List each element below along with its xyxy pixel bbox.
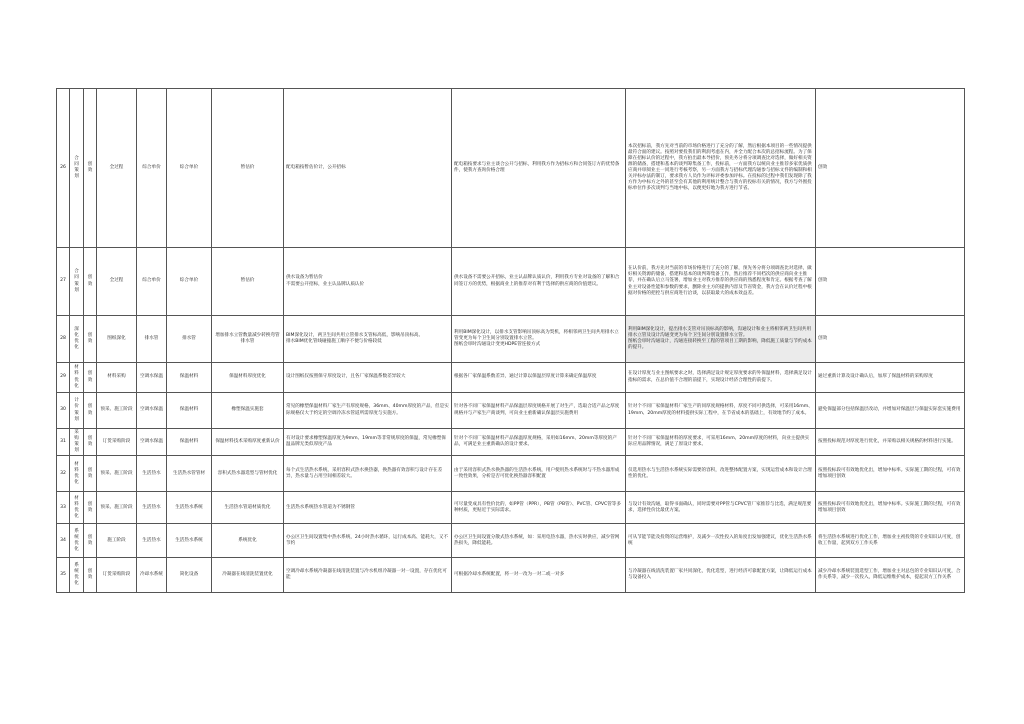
subitem-cell: 保温材料技术采购厚度重新认价 bbox=[212, 429, 284, 456]
level-cell: 创效 bbox=[84, 316, 97, 363]
row-number: 32 bbox=[57, 456, 70, 492]
subitem-cell: 橡塑保温实施套 bbox=[212, 393, 284, 429]
item-cell: 综合单价 bbox=[167, 89, 212, 248]
level-cell: 创效 bbox=[84, 524, 97, 558]
plan-cell: 利用BIM深化设计，提出排水支管对吊顶标高的影响，沟通设计和业主将相邻两卫生间共用排水立管及设计沟通变更为每个卫生间分别设置排水立管。 图纸会审时沟通设计，沟通连接转换至工程的管项目工期的影响，降低施工质量与节约成本的提升。 bbox=[626, 316, 816, 363]
subitem-cell: 冷凝器在线清洗装置优化 bbox=[212, 558, 284, 593]
row-number: 28 bbox=[57, 316, 70, 363]
table-row bbox=[57, 363, 965, 393]
basis-cell: 配电箱按要求与业主谈合公开与招标，利用我方作为招标方和合同签订方的优势条件，使我方查询价格合理 bbox=[452, 89, 626, 248]
basis-cell: 供水设备不需要公开招标，业主认品牌认质认价，利用我方专业对设备的了解和合同签订方的优势，根据商业上的推荐对有利于选择的供应商的价值建议。 bbox=[452, 248, 626, 316]
measure-cell: BIM深化设计，两卫生间共用立管排水支管标高低，影响吊顶标高。 排水BIM优化管线碰撞施工顺序不便与价格较低 bbox=[284, 316, 452, 363]
level-cell: 创效 bbox=[84, 558, 97, 593]
plan-cell: 针对个不同厂家保温材料的厚度要求，可采用16mm、20mm厚度的材料，向业主提供实际应用品牌情况，满足了原设计要求。 bbox=[626, 429, 816, 456]
basis-cell: 利用BIM深化设计，以排水支管影响吊顶标高为契机，将相邻两卫生间共用排水立管变更为每个卫生间分别设置排水立管。 图纸会审时沟通设计变更HDPE管连接方式 bbox=[452, 316, 626, 363]
remark-cell: 将生活热水系统进行优化工作，增加业主初投资的专业知识认可度，创收工作量，起到双方工作关系 bbox=[816, 524, 965, 558]
subitem-cell: 暂估价 bbox=[212, 89, 284, 248]
stage-cell: 施工阶段 bbox=[97, 524, 137, 558]
category-cell: 材料优化 bbox=[70, 456, 84, 492]
level-cell: 创效 bbox=[84, 89, 97, 248]
item-cell: 排水管 bbox=[167, 316, 212, 363]
unit-cell: 空调水保温 bbox=[137, 429, 167, 456]
basis-cell: 根据各厂家保温系数差异，通过计算以保温层厚度计算来确定保温厚度 bbox=[452, 363, 626, 393]
category-cell: 合同策划 bbox=[70, 89, 84, 248]
level-cell: 创效 bbox=[84, 248, 97, 316]
remark-cell: 创效 bbox=[816, 316, 965, 363]
subitem-cell: 生活热水管道材质优化 bbox=[212, 492, 284, 524]
category-cell: 深化优化 bbox=[70, 316, 84, 363]
measure-cell: 设计图纸仅按照保守厚度设计，且各厂家保温系数差异较大 bbox=[284, 363, 452, 393]
subitem-cell: 系统优化 bbox=[212, 524, 284, 558]
basis-cell: 针对个不同厂家保温材料产品保温厚度规格，采用如16mm、20mm等厚度的产品，可满足业主重新确认的设计要求。 bbox=[452, 429, 626, 456]
plan-cell: 仅选用热水与生活热水系统实际需要的容积，改进整体配置方案，实现运营成本和设计合理性的优化。 bbox=[626, 456, 816, 492]
basis-cell: 由于采用容积式热水换热器的生活热水系统，用户使用热水系统时与不热水器形成一致性效果，分析是否可优化换热器容积配置 bbox=[452, 456, 626, 492]
stage-cell: 预采、施工阶段 bbox=[97, 393, 137, 429]
stage-cell: 图纸深化 bbox=[97, 316, 137, 363]
category-cell: 系统优化 bbox=[70, 558, 84, 593]
row-number: 27 bbox=[57, 248, 70, 316]
category-cell: 计价策划 bbox=[70, 393, 84, 429]
stage-cell: 订货采购阶段 bbox=[97, 429, 137, 456]
subitem-cell: 暂估价 bbox=[212, 248, 284, 316]
subitem-cell: 容积式热水器选型与管材优化 bbox=[212, 456, 284, 492]
item-cell: 保温材料 bbox=[167, 393, 212, 429]
category-cell: 材料优化 bbox=[70, 363, 84, 393]
item-cell: 生活热水管管材 bbox=[167, 456, 212, 492]
plan-cell: 与设计有效沟通，取得书面确认，同时需要对PP管与CPVC管厂家推荐与比选，满足规范要求，选择性价比最优方案。 bbox=[626, 492, 816, 524]
unit-cell: 空调水保温 bbox=[137, 393, 167, 429]
subitem-cell: 增加排水立管数量减少转换弯管排水管 bbox=[212, 316, 284, 363]
plan-cell: 本次招标前，我方先对当前的市场价格进行了充分的了解，然后根据本项目的一些情况提供最符合面的建议。按照对要投我们的利润考虑在内，并全力配合本次的总招标流程。为了保障在招标认价的过程中，我方拍出最本导招价，预先务分将分项调查比对选择，做好相关资源的储备，搭建和基本的谈判筹集备工作，投标前，一方面我方以统向业主推荐多家优质供应商并审阅业主一同进行考核考察，另一方面我方与招标代理沟通参与招标文件的编制和相关评标办法的制订，要求我方人员作为评标评委参加评标。在投标的过程中我们发现除了我方作为中标方之外的甚至会有其他的利用统计整合与我方的投标有关的情况，我方与外围投标单位作多次谈判与当地中标，以便更好地为我方进行节省。 bbox=[626, 89, 816, 248]
row-number: 30 bbox=[57, 393, 70, 429]
item-cell: 保温材料 bbox=[167, 363, 212, 393]
row-number: 31 bbox=[57, 429, 70, 456]
plan-cell: 可从节能节能及投资的运营维护，及减少一次性投入的角度出发加强建议，优化生活热水系统 bbox=[626, 524, 816, 558]
stage-cell: 预采、施工阶段 bbox=[97, 456, 137, 492]
row-number: 34 bbox=[57, 524, 70, 558]
measure-cell: 供水设备为暂估价 不需要公开招标，业主认品牌认质认价 bbox=[284, 248, 452, 316]
item-cell: 保温材料 bbox=[167, 429, 212, 456]
item-cell: 生活热水系统 bbox=[167, 492, 212, 524]
measure-cell: 配电箱按暂估价计，公开招标 bbox=[284, 89, 452, 248]
remark-cell: 按照投标规范对厚度进行优化，并采购以相关规格的材料进行实施。 bbox=[816, 429, 965, 456]
measure-cell: 空调冷却水系统冷凝器在线清洗装置与冷水机组冷凝器一对一设置，存在优化可能 bbox=[284, 558, 452, 593]
plan-cell: 针对个不同厂家保温材料厂家生产的同厚度规格材料，厚度不同可供选择，可采用16mm、19mm、20mm厚度的材料提供实际工程中，在节省成本的基础上，有效地节约了成本。 bbox=[626, 393, 816, 429]
plan-cell: 在设计厚度与业主图纸要求之时，选择满足设计规定厚度要求的外保温材料，选择满足设计指标的需求，在总价值不合理的前提下，实现设计经济合理性的前提下。 bbox=[626, 363, 816, 393]
table-row bbox=[57, 524, 965, 558]
optimization-table bbox=[56, 88, 965, 593]
table-row bbox=[57, 429, 965, 456]
basis-cell: 可根据冷却水系统配置，将一对一改为一对二或一对多 bbox=[452, 558, 626, 593]
remark-cell: 减少冷却水系统装置选型工作，增加业主对总包的专业知识认可度，合作关系等，减少一次投入，降低运维维护成本，提起双方工作关系 bbox=[816, 558, 965, 593]
item-cell: 简化设备 bbox=[167, 558, 212, 593]
level-cell: 创效 bbox=[84, 492, 97, 524]
stage-cell: 全过程 bbox=[97, 248, 137, 316]
measure-cell: 生活热水系统热水管道为不锈钢管 bbox=[284, 492, 452, 524]
remark-cell: 创效 bbox=[816, 89, 965, 248]
unit-cell: 生活热水 bbox=[137, 492, 167, 524]
basis-cell: 可尽量变成具有性价比的，如PP管（PPR），PB管（PB管）、PVC管、CPVC管等多种材质，更贴近于实际需求。 bbox=[452, 492, 626, 524]
level-cell: 创效 bbox=[84, 456, 97, 492]
level-cell: 创效 bbox=[84, 363, 97, 393]
unit-cell: 综合单价 bbox=[137, 248, 167, 316]
table-row bbox=[57, 89, 965, 248]
category-cell: 材料优化 bbox=[70, 492, 84, 524]
table-row bbox=[57, 393, 965, 429]
table-body bbox=[57, 89, 965, 593]
category-cell: 合同策划 bbox=[70, 248, 84, 316]
remark-cell: 通过重新计算及设计确认后，加厚了保温材料的采购厚度 bbox=[816, 363, 965, 393]
unit-cell: 空调水保温 bbox=[137, 363, 167, 393]
table-row bbox=[57, 558, 965, 593]
measure-cell: 有对设计要求橡塑保温厚度为9mm、19mm等非常规厚度的保温，常见橡塑保温品牌无类似厚度产品 bbox=[284, 429, 452, 456]
row-number: 29 bbox=[57, 363, 70, 393]
basis-cell: 针对各不同厂家保温材料产品保温层厚度规格开展了对生产，选取合适产品之厚度规格并与产家生产商谈判，可向业主重新确认保温层实施费用 bbox=[452, 393, 626, 429]
category-cell: 系统优化 bbox=[70, 524, 84, 558]
measure-cell: 每个式生活热水系统，采用容积式热水换热器，换热器有效容积与设计存在差异，热水量与占用空间相差较大。 bbox=[284, 456, 452, 492]
stage-cell: 材料采购 bbox=[97, 363, 137, 393]
remark-cell: 按照投标段可有效地优化出，增加中标率。实际施工期的过程，可有效增加项目创效 bbox=[816, 456, 965, 492]
table-row bbox=[57, 248, 965, 316]
unit-cell: 生活热水 bbox=[137, 524, 167, 558]
stage-cell: 预采、施工阶段 bbox=[97, 492, 137, 524]
plan-cell: 与冷凝器在线清洗装置厂家共同深化，优化选型，进行经济可靠配置方案，让降低运行成本与设备投入 bbox=[626, 558, 816, 593]
item-cell: 综合单价 bbox=[167, 248, 212, 316]
remark-cell: 按照投标段可有效地优化出，增加中标率。实际施工期的过程，可有效增加项目创效 bbox=[816, 492, 965, 524]
table-row bbox=[57, 456, 965, 492]
table-row bbox=[57, 492, 965, 524]
row-number: 33 bbox=[57, 492, 70, 524]
remark-cell: 避免保温部分包括保温层改动，并增加对保温层与保温实际套实施费用 bbox=[816, 393, 965, 429]
remark-cell: 创效 bbox=[816, 248, 965, 316]
measure-cell: 办公区卫生间设置集中热水系统，24小时热水循环，运行成本高、能耗大，又不节约 bbox=[284, 524, 452, 558]
subitem-cell: 保温材料厚度优化 bbox=[212, 363, 284, 393]
level-cell: 创效 bbox=[84, 429, 97, 456]
item-cell: 生活热水系统 bbox=[167, 524, 212, 558]
unit-cell: 冷却水系统 bbox=[137, 558, 167, 593]
level-cell: 创效 bbox=[84, 393, 97, 429]
stage-cell: 订货采购阶段 bbox=[97, 558, 137, 593]
table-row bbox=[57, 316, 965, 363]
category-cell: 采购策划 bbox=[70, 429, 84, 456]
unit-cell: 排水管 bbox=[137, 316, 167, 363]
measure-cell: 常见的橡塑保温材料厂家生产有厚度规格，36mm、40mm厚度的产品，但是实际规格仅大于约定的空调冷冻水管道所需厚度与实施方。 bbox=[284, 393, 452, 429]
stage-cell: 全过程 bbox=[97, 89, 137, 248]
unit-cell: 生活热水 bbox=[137, 456, 167, 492]
row-number: 26 bbox=[57, 89, 70, 248]
plan-cell: 在认价前，我方先对当前的市场价格进行了充分的了解，预先务分将分项调查比对选择，做好相关资源的储备，搭建和基本的谈判筹集备工作，然后推荐不同档次的供应商向业主推荐，并在确认后立马签署，增加业主对我方推荐的供应商的熟悉程度和肯定。根据考查了解业主对设备性能和参数的要求，删除业主方的提供内容及节省资金，我方会在认价过程中根据对价格的把控与供应商进行洽谈，以获取最大的成本效益差。 bbox=[626, 248, 816, 316]
unit-cell: 综合单价 bbox=[137, 89, 167, 248]
row-number: 35 bbox=[57, 558, 70, 593]
basis-cell: 办公区卫生间设置分散式热水系统，如：采用电热水器，热水实时供应，减少管网热损失，降低能耗。 bbox=[452, 524, 626, 558]
